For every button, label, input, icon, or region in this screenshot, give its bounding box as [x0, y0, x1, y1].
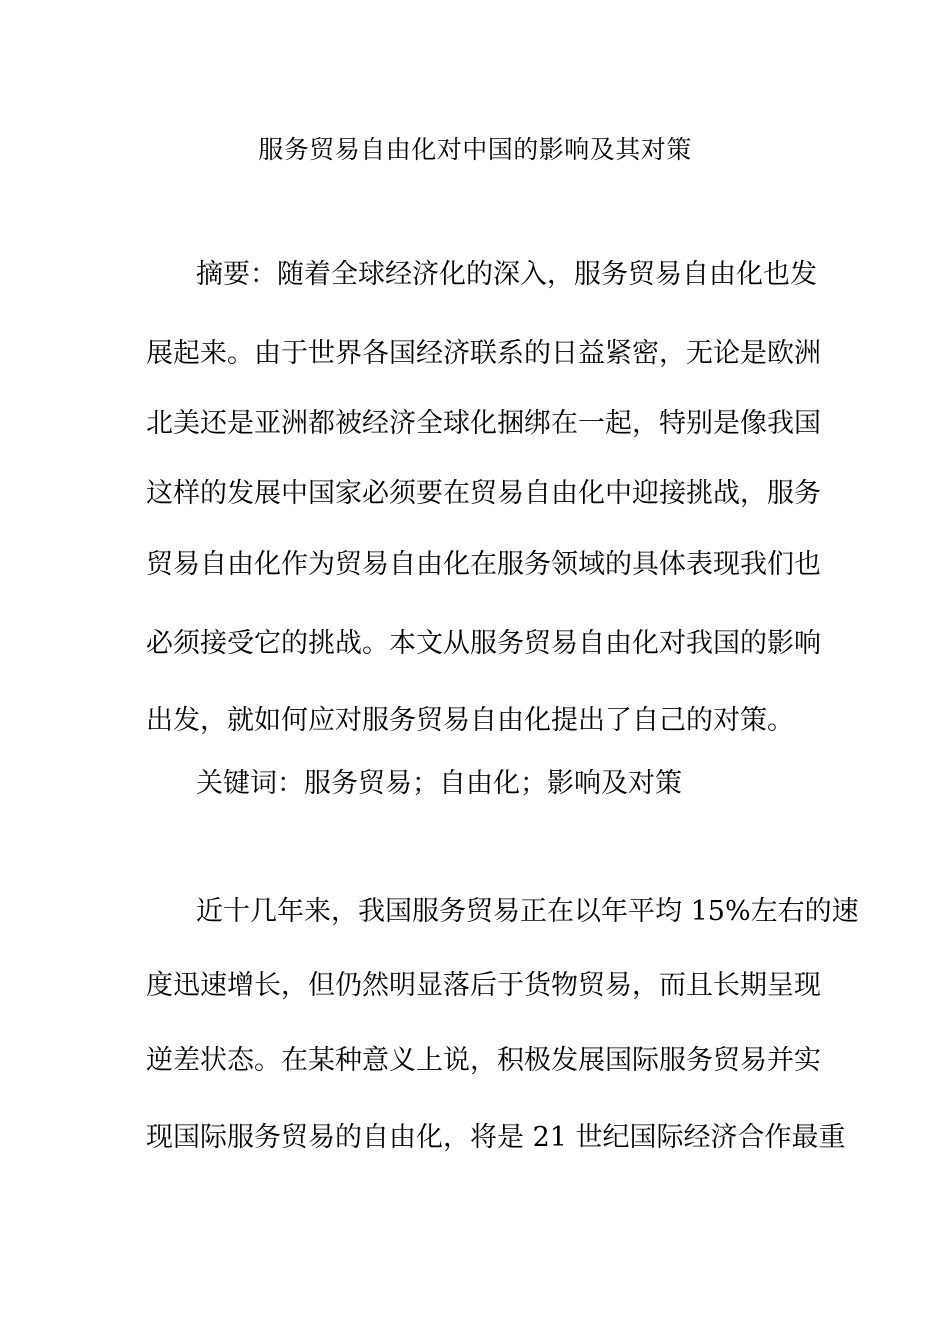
- abstract-line: 出发，就如何应对服务贸易自由化提出了自己的对策。: [146, 705, 794, 736]
- abstract-line: 展起来。由于世界各国经济联系的日益紧密，无论是欧洲: [146, 338, 821, 369]
- keywords-line: 关键词：服务贸易；自由化；影响及对策: [196, 768, 682, 799]
- body-line: 近十几年来，我国服务贸易正在以年平均 15%左右的速: [196, 896, 859, 927]
- abstract-line: 必须接受它的挑战。本文从服务贸易自由化对我国的影响: [146, 628, 821, 659]
- abstract-line: 摘要：随着全球经济化的深入，服务贸易自由化也发: [196, 259, 817, 290]
- body-line: 度迅速增长，但仍然明显落后于货物贸易，而且长期呈现: [146, 970, 821, 1001]
- abstract-line: 贸易自由化作为贸易自由化在服务领域的具体表现我们也: [146, 549, 821, 580]
- body-line: 现国际服务贸易的自由化，将是 21 世纪国际经济合作最重: [146, 1122, 846, 1153]
- document-title: 服务贸易自由化对中国的影响及其对策: [258, 135, 692, 164]
- body-line: 逆差状态。在某种意义上说，积极发展国际服务贸易并实: [146, 1045, 821, 1076]
- abstract-line: 北美还是亚洲都被经济全球化捆绑在一起，特别是像我国: [146, 408, 821, 439]
- abstract-line: 这样的发展中国家必须要在贸易自由化中迎接挑战，服务: [146, 478, 821, 509]
